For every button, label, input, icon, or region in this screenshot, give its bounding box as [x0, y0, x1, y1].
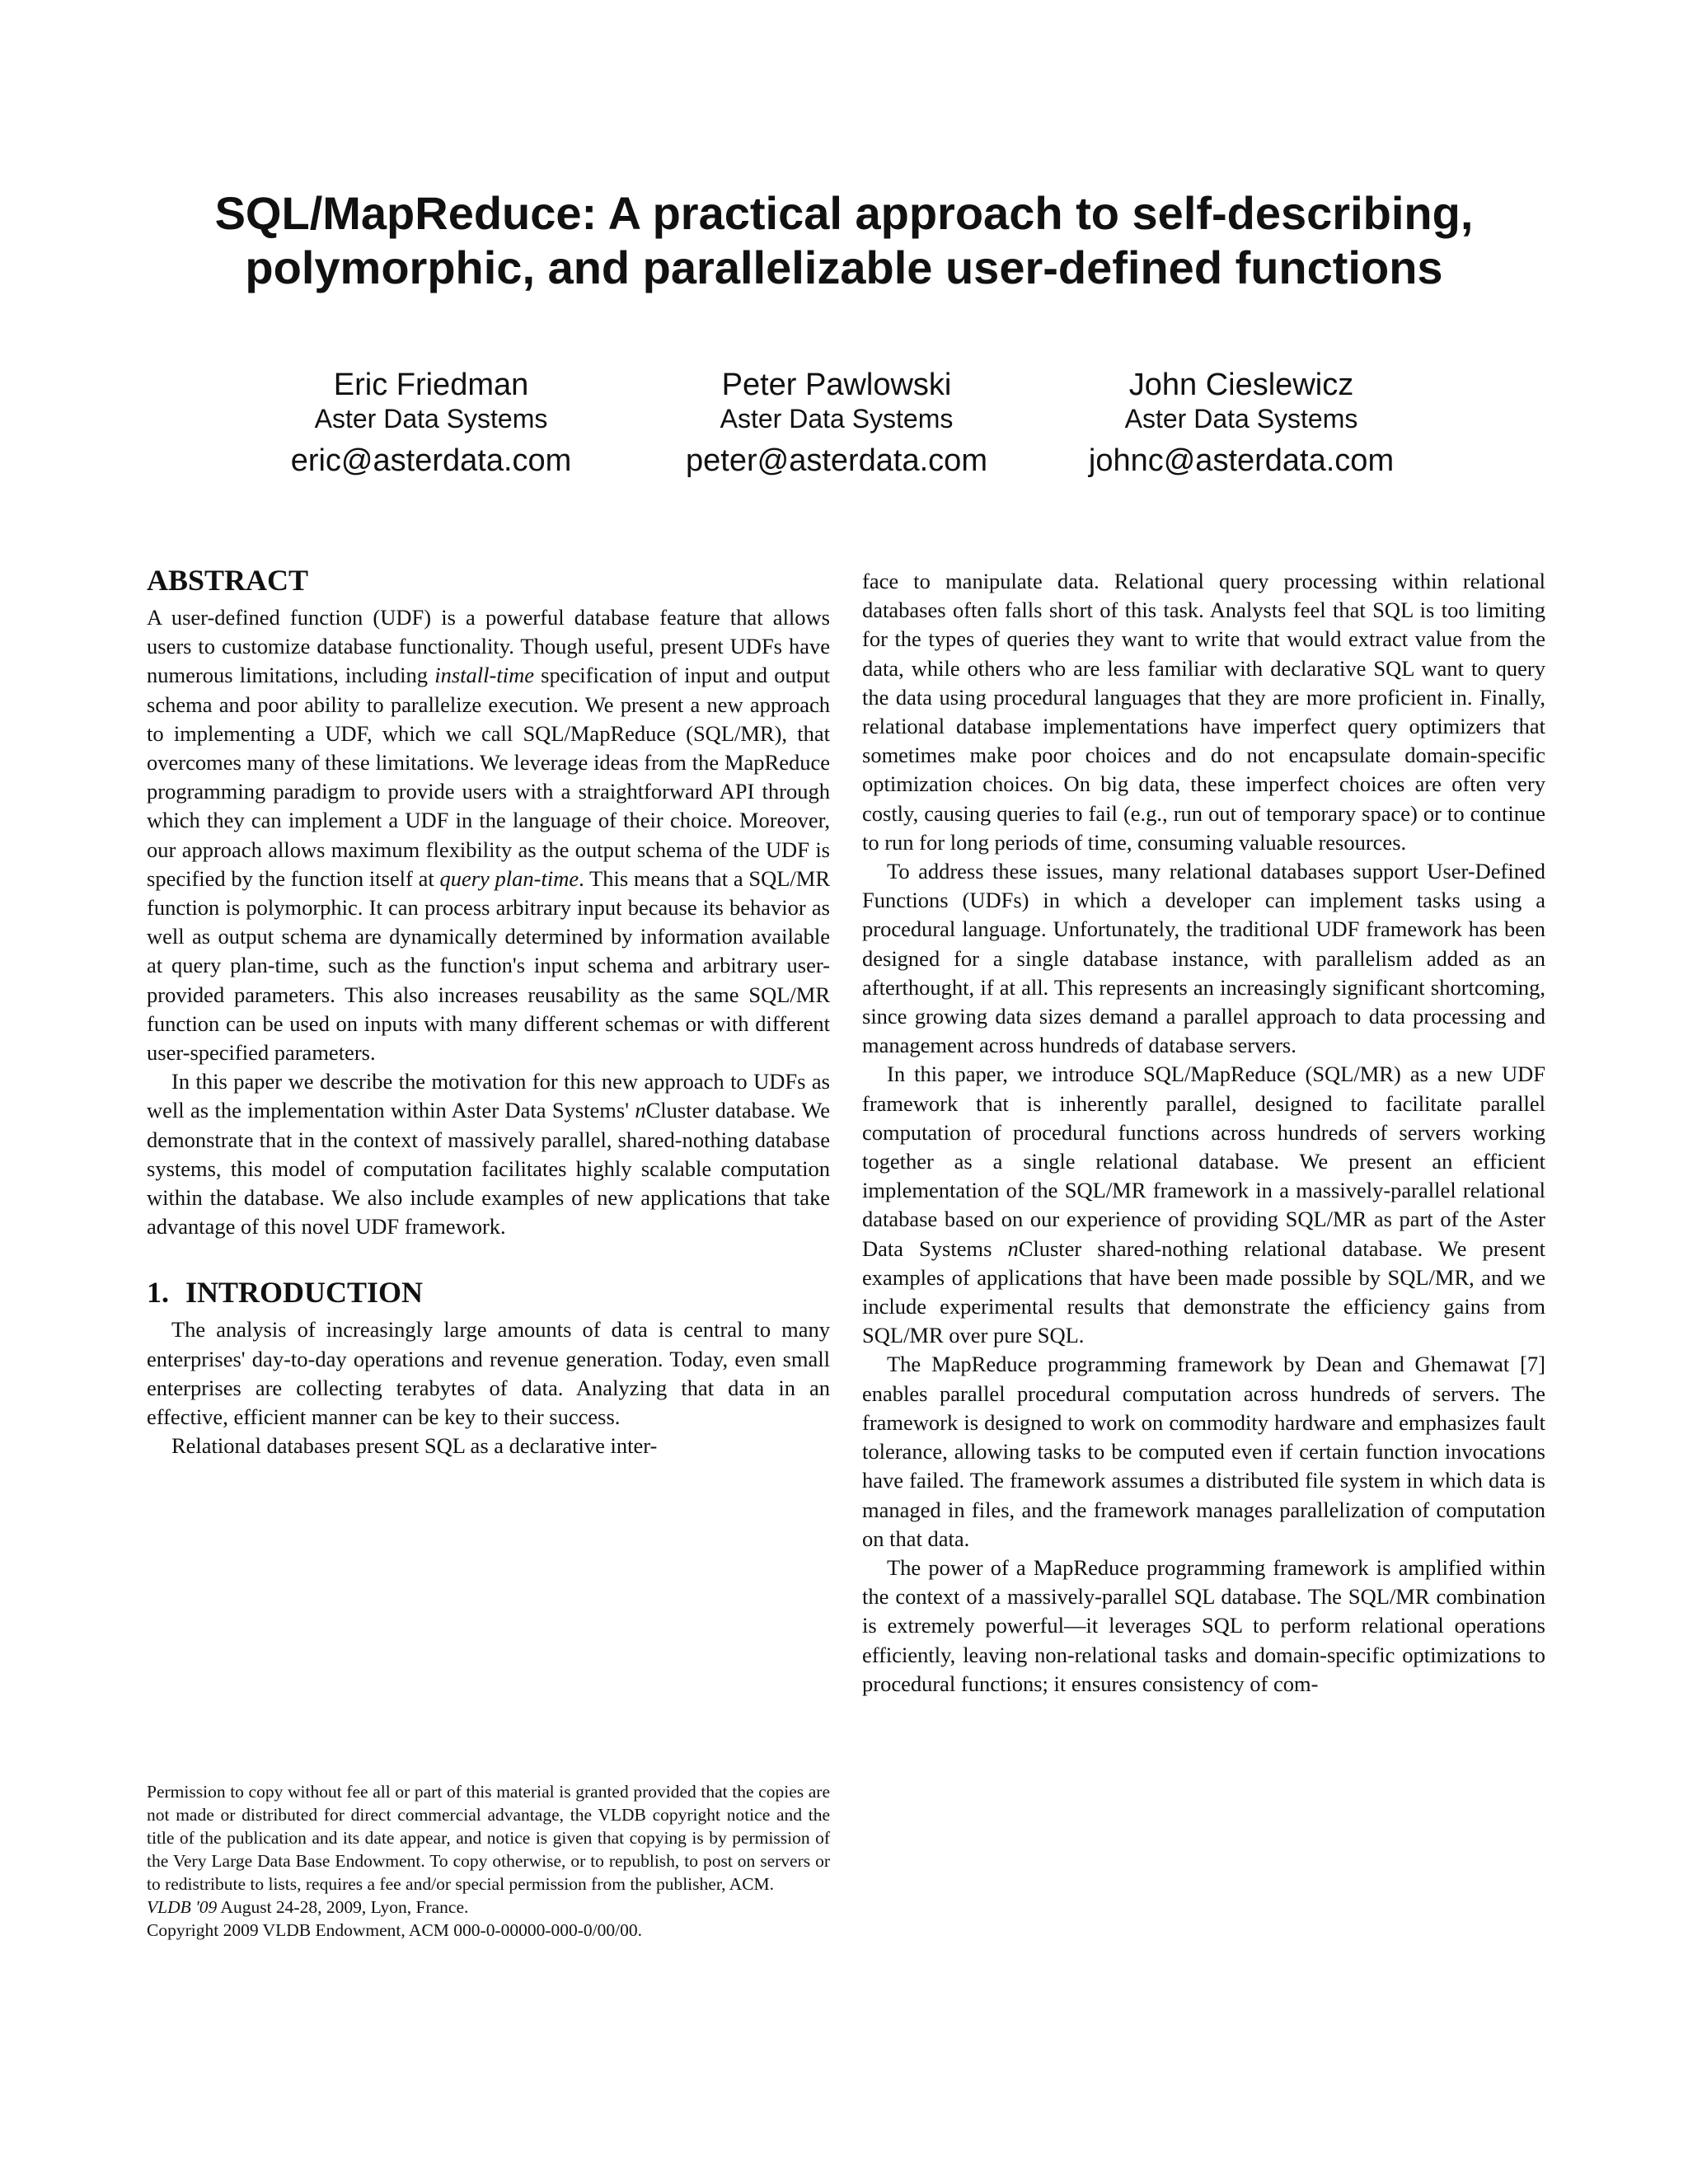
text-run: specification of input and output schema and poor ability to parallelize execution. We present a new approach to implementing a UDF, which we call SQL/MapReduce (SQL/MR), that overcomes many of these limitations. We leverage ideas from the MapReduce programming paradigm to provide users with a straightforward API through which they can implement a UDF in the language of their choice. Moreover, our approach allows maximum flexibility as the output schema of the UDF is specified by the function itself at: [147, 663, 830, 891]
author-name: John Cieslewicz: [1128, 368, 1354, 402]
section-title: INTRODUCTION: [185, 1276, 424, 1310]
intro-paragraph-2-continued: face to manipulate data. Relational query processing within relational databases often falls short of this task. Analysts feel that SQL is too limiting for the types of queries they want to write that would extract value from the data, while others who are less familiar with declarative SQL want to query the data using procedural languages that they are more proficient in. Finally, relational database implementations have imperfect query optimizers that sometimes make poor choices and do not encapsulate domain-specific optimization choices. On big data, these imperfect choices are often very costly, causing queries to fail (e.g., run out of temporary space) or to continue to run for long periods of time, consuming valuable resources.: [862, 569, 1545, 855]
author-email[interactable]: eric@asterdata.com: [290, 443, 572, 478]
permission-notice: Permission to copy without fee all or part of this material is granted provided that the copies are not made or distributed for direct commercial advantage, the VLDB copyright notice and the title of the publication and its date appear, and notice is given that copying is by permission of the Very Large Data Base Endowment. To copy otherwise, or to republish, to post on servers or to redistribute to lists, requires a fee and/or special permission from the publisher, ACM.: [147, 1782, 830, 1894]
author-affiliation: Aster Data Systems: [314, 404, 548, 434]
section-gap: [147, 1241, 830, 1274]
author-name: Eric Friedman: [333, 368, 529, 402]
intro-paragraph-4: [862, 1060, 1545, 1350]
intro-paragraph-6: The power of a MapReduce programming framework is amplified within the context of a massively-parallel SQL database. The SQL/MR combination is extremely powerful—it leverages SQL to perform relational operations efficiently, leaving non-relational tasks and domain-specific optimizations to procedural functions; it ensures consistency of com-: [862, 1554, 1545, 1696]
author-1: [241, 367, 621, 479]
paper-title: [0, 186, 1688, 295]
text-run: In this paper we describe the motivation for this new approach to UDFs as well as the implementation within Aster Data Systems': [147, 1069, 830, 1123]
introduction-heading: [147, 1274, 830, 1310]
venue-name: VLDB '09: [147, 1897, 218, 1917]
text-run: . This means that a SQL/MR function is polymorphic. It can process arbitrary input because its behavior as well as output schema are dynamically determined by information available at query plan-time, such as the function's input schema and arbitrary user-provided parameters. This also increases reusability as the same SQL/MR function can be used on inputs with many different schemas or with different user-specified parameters.: [147, 865, 831, 1066]
text-run: In this paper, we introduce SQL/MapReduce (SQL/MR) as a new UDF framework that is inherently parallel, designed to facilitate parallel computation of procedural functions across hundreds of servers working together as a single relational database. We present an efficient implementation of the SQL/MR framework in a massively-parallel relational database based on our experience of providing SQL/MR as part of the Aster Data Systems: [862, 1062, 1545, 1261]
author-affiliation: Aster Data Systems: [720, 404, 954, 434]
abstract-paragraph-2: [147, 1067, 830, 1241]
author-3: [1052, 367, 1431, 479]
text-run: A user-defined function (UDF) is a powerful database feature that allows users to customize database functionality. Though useful, present UDFs have numerous limitations, including: [147, 605, 830, 688]
intro-paragraph-3: To address these issues, many relational databases support User-Defined Functions (UDFs) in which a developer can implement tasks using a procedural language. Unfortunately, the traditional UDF framework has been designed for a single database instance, with parallelism added as an afterthought, if at all. This represents an increasingly significant shortcoming, since growing data sizes demand a parallel approach to data processing and management across hundreds of database servers.: [862, 859, 1545, 1058]
title-line-2: polymorphic, and parallelizable user-defined functions: [245, 241, 1443, 293]
left-column: [147, 562, 830, 1460]
emphasis-text: install-time: [434, 663, 534, 688]
intro-paragraph-1: The analysis of increasingly large amounts of data is central to many enterprises' day-to-day operations and revenue generation. Today, even small enterprises are collecting terabytes of data. Analyzing that data in an effective, efficient manner can be key to their success.: [147, 1317, 830, 1430]
right-column: [862, 567, 1545, 1699]
intro-paragraph-5: The MapReduce programming framework by Dean and Ghemawat [7] enables parallel procedural computation across hundreds of servers. The framework is designed to work on commodity hardware and emphasizes fault tolerance, allowing tasks to be computed even if certain function invocations have failed. The framework assumes a distributed file system in which data is managed in files, and the framework manages parallelization of computation on that data.: [862, 1352, 1545, 1551]
copyright-line: Copyright 2009 VLDB Endowment, ACM 000-0-00000-000-0/00/00.: [147, 1920, 642, 1940]
abstract-heading: ABSTRACT: [147, 564, 309, 597]
abstract-paragraph-1: [147, 603, 830, 1067]
text-run: Cluster shared-nothing relational database. We present examples of applications that have been made possible by SQL/MR, and we include experimental results that demonstrate the efficiency gains from SQL/MR over pure SQL.: [862, 1235, 1545, 1348]
emphasis-text: n: [1007, 1235, 1019, 1261]
author-email[interactable]: peter@asterdata.com: [686, 443, 987, 478]
author-email[interactable]: johnc@asterdata.com: [1088, 443, 1395, 478]
copyright-footnote: [147, 1780, 830, 1942]
title-line-1: SQL/MapReduce: A practical approach to self-describing,: [214, 187, 1474, 239]
venue-line: [147, 1896, 830, 1919]
venue-details: August 24-28, 2009, Lyon, France.: [217, 1897, 469, 1917]
author-2: [647, 367, 1026, 479]
intro-paragraph-2-start: Relational databases present SQL as a declarative inter-: [171, 1433, 658, 1459]
emphasis-text: n: [635, 1098, 646, 1123]
section-number: 1.: [147, 1276, 169, 1310]
author-block: [0, 367, 1688, 490]
emphasis-text: query plan-time: [439, 865, 579, 891]
text-run: Cluster database. We demonstrate that in the context of massively parallel, shared-nothing database systems, this model of computation facilitates highly scalable computation within the database. We also include examples of new applications that take advantage of this novel UDF framework.: [147, 1098, 830, 1240]
author-name: Peter Pawlowski: [721, 368, 952, 402]
author-affiliation: Aster Data Systems: [1124, 404, 1358, 434]
